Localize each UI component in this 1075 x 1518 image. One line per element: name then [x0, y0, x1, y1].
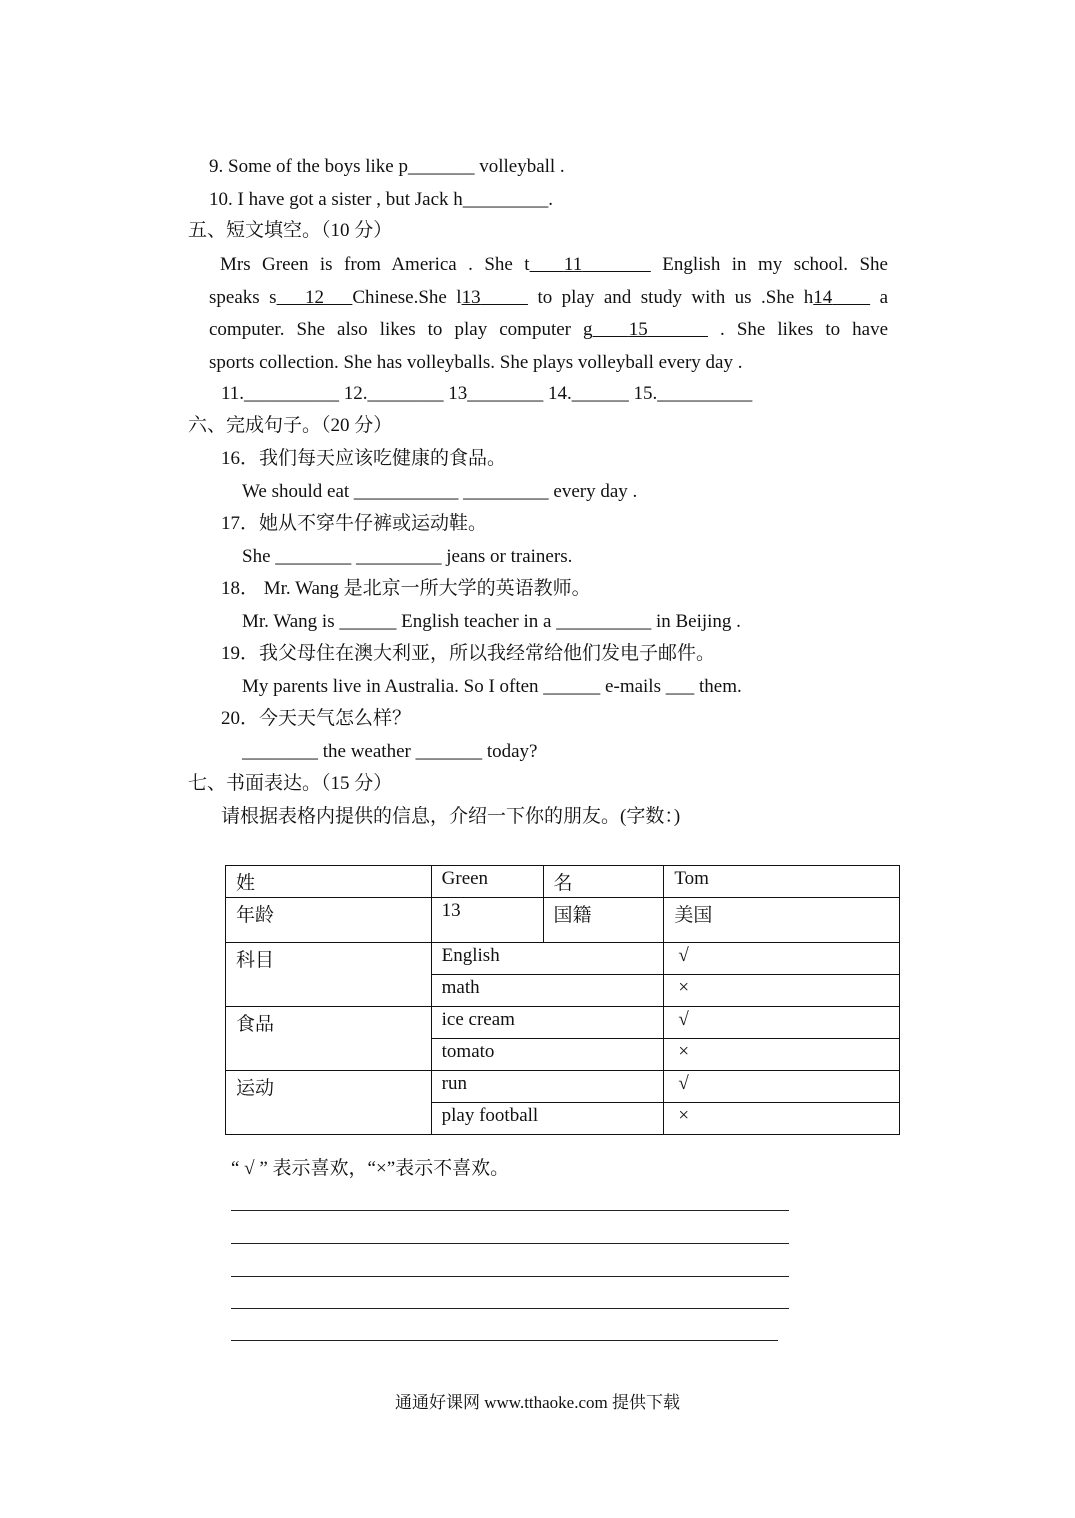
check-mark: √ [664, 943, 900, 975]
blank-13: 13 [461, 286, 481, 308]
question-20-english: ________ the weather _______ today? [242, 741, 538, 762]
age-label: 年龄 [226, 898, 432, 943]
table-item: tomato [431, 1039, 664, 1071]
table-item: English [431, 943, 664, 975]
table-row [226, 1007, 900, 1039]
cross-mark: × [664, 975, 900, 1007]
question-16-english: We should eat ___________ _________ every day . [242, 481, 638, 502]
question-17-english: She ________ _________ jeans or trainers. [242, 546, 573, 567]
legend-note: “ √ ” 表示喜欢，“×”表示不喜欢。 [231, 1158, 510, 1179]
nationality-value: 美国 [664, 898, 900, 943]
blank-12: 12 [304, 286, 324, 308]
cross-mark: × [664, 1103, 900, 1135]
surname-label: 姓 [226, 866, 432, 898]
friend-info-table [225, 865, 900, 1135]
food-label: 食品 [226, 1007, 432, 1071]
table-item: ice cream [431, 1007, 664, 1039]
question-20-chinese: 20．今天天气怎么样？ [221, 708, 412, 729]
writing-line[interactable] [231, 1243, 789, 1244]
writing-line[interactable] [231, 1276, 789, 1277]
table-row [226, 898, 900, 943]
section-7-instruction: 请根据表格内提供的信息，介绍一下你的朋友。(字数：) [221, 806, 681, 827]
blank-14: 14 [813, 286, 833, 308]
table-row [226, 1071, 900, 1103]
blank-15: 15 [628, 319, 648, 340]
check-mark: √ [664, 1007, 900, 1039]
writing-line[interactable] [231, 1210, 789, 1211]
nationality-label: 国籍 [543, 898, 664, 943]
table-row [226, 943, 900, 975]
subject-label: 科目 [226, 943, 432, 1007]
given-name-label: 名 [543, 866, 664, 898]
question-10: 10. I have got a sister , but Jack h_________. [209, 189, 554, 210]
blank-11: 11 [563, 254, 583, 275]
table-item: math [431, 975, 664, 1007]
question-19-english: My parents live in Australia. So I often ______ e-mails ___ them. [242, 676, 742, 697]
question-9: 9. Some of the boys like p_______ volleyball . [209, 156, 565, 177]
surname-value: Green [431, 866, 543, 898]
cross-mark: × [664, 1039, 900, 1071]
table-item: play football [431, 1103, 664, 1135]
writing-line[interactable] [231, 1340, 778, 1341]
check-mark: √ [664, 1071, 900, 1103]
question-18-english: Mr. Wang is ______ English teacher in a __________ in Beijing . [242, 611, 741, 632]
cloze-passage: Mrs Green is from America . She t 11 English in my school. She speaks s 12 Chinese.She l13 to play and study with us .She h14 a computer. She also likes to play computer g 15 . She likes to have sports collection. She has volleyballs. She plays volleyball every day . [209, 254, 889, 373]
table-item: run [431, 1071, 664, 1103]
question-19-chinese: 19．我父母住在澳大利亚，所以我经常给他们发电子邮件。 [221, 643, 716, 664]
footer-credit: 通通好课网 www.tthaoke.com 提供下载 [394, 1393, 681, 1412]
section-7-title: 七、书面表达。（15 分） [188, 773, 393, 794]
question-17-chinese: 17．她从不穿牛仔裤或运动鞋。 [221, 513, 488, 534]
section-6-title: 六、完成句子。（20 分） [188, 415, 393, 436]
answer-blanks-11-15: 11.__________ 12.________ 13________ 14.______ 15.__________ [221, 383, 753, 404]
given-name-value: Tom [664, 866, 900, 898]
section-5-title: 五、短文填空。（10 分） [188, 220, 393, 241]
age-value: 13 [431, 898, 543, 943]
question-16-chinese: 16．我们每天应该吃健康的食品。 [221, 448, 507, 469]
question-18-chinese: 18． Mr. Wang 是北京一所大学的英语教师。 [221, 578, 591, 599]
table-row [226, 866, 900, 898]
sport-label: 运动 [226, 1071, 432, 1135]
writing-line[interactable] [231, 1308, 789, 1309]
